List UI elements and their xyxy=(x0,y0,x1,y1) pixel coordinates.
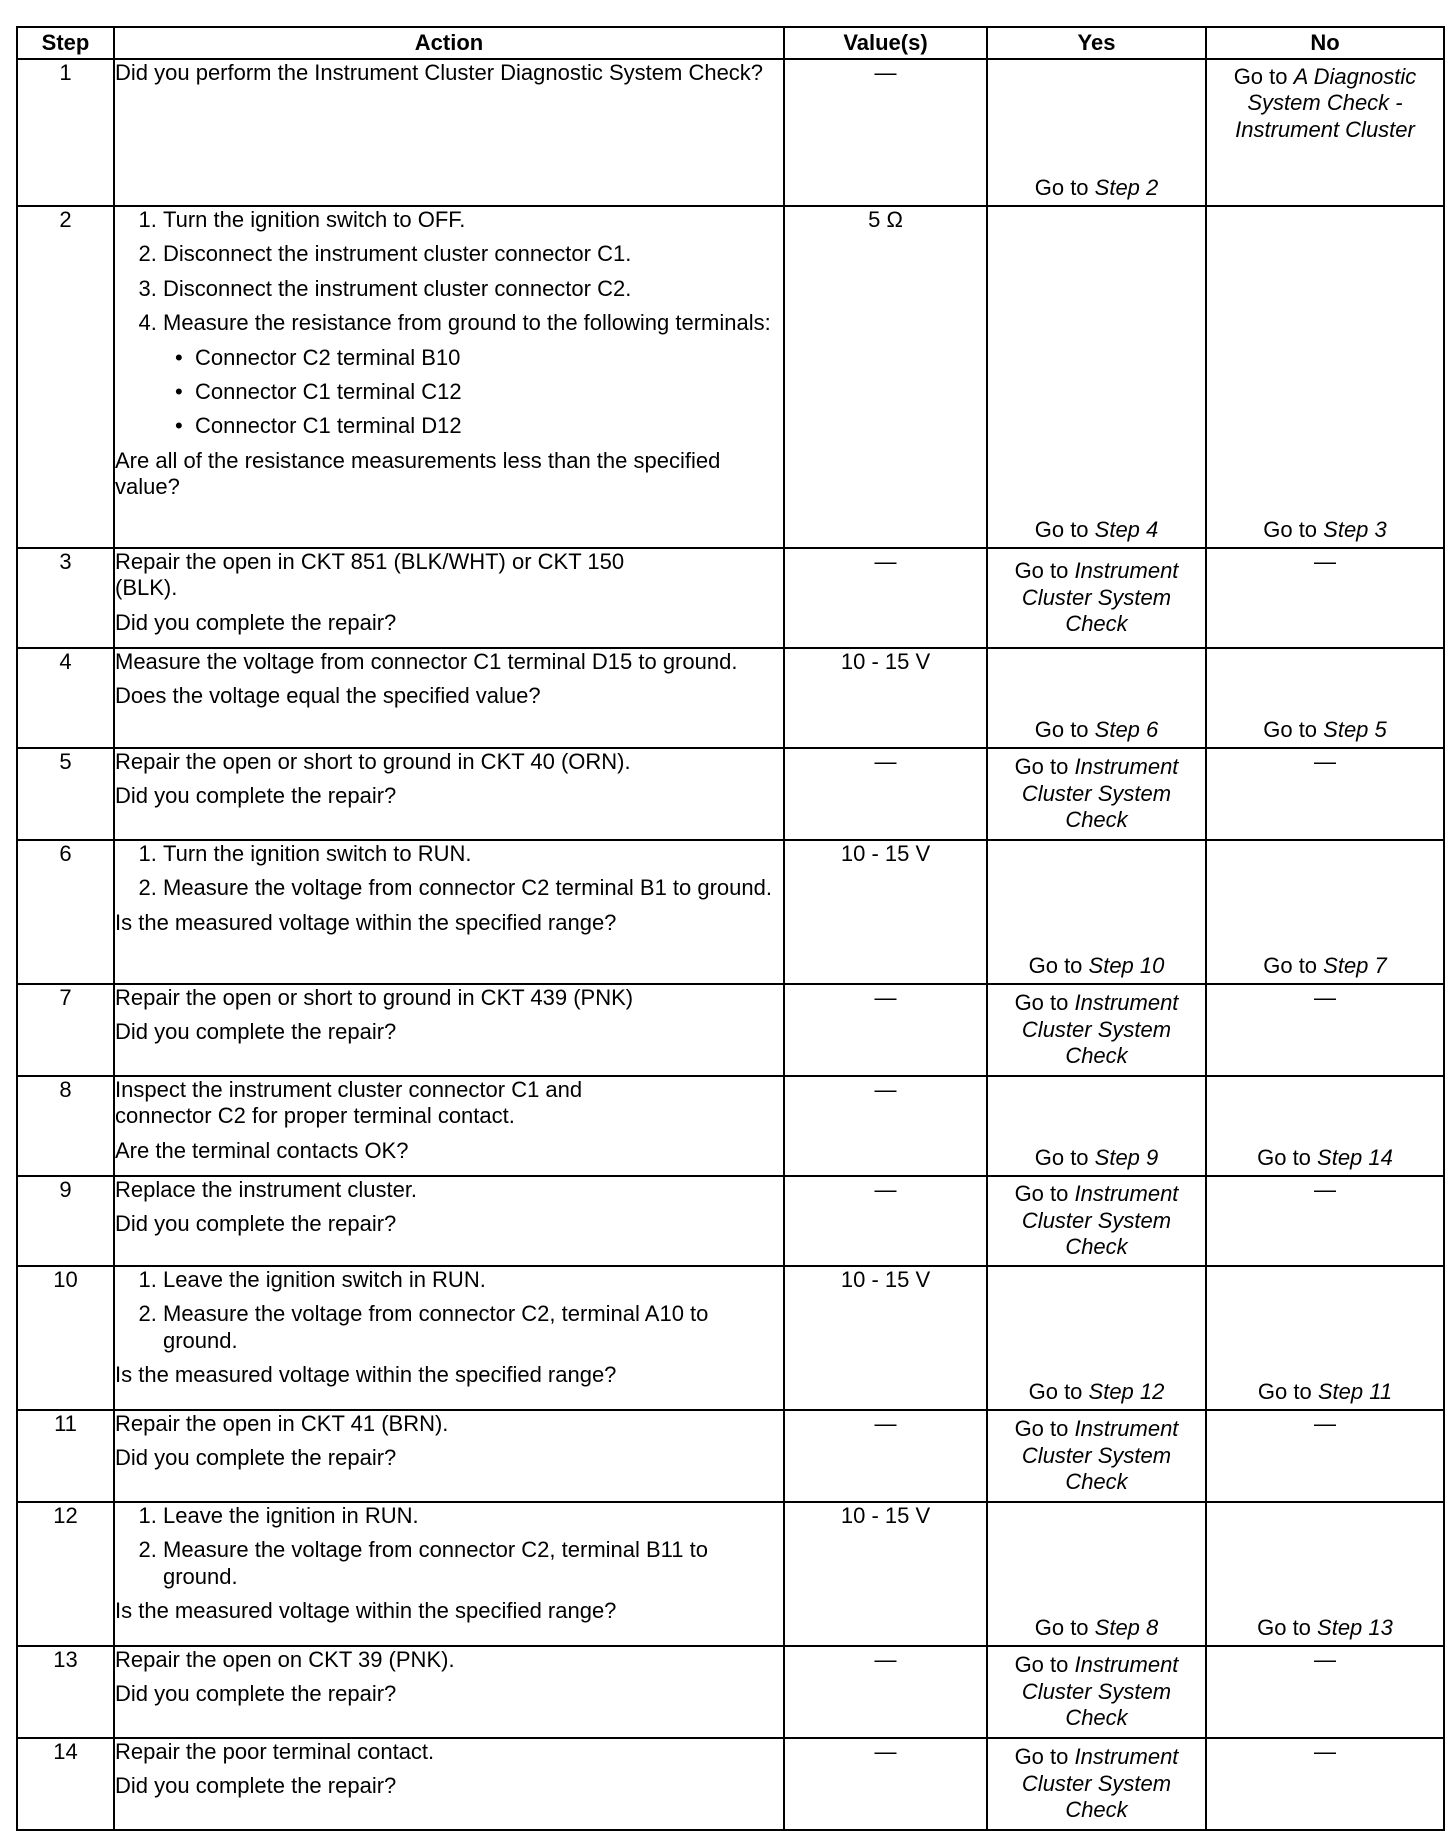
value-cell: — xyxy=(784,1738,987,1830)
step-number: 9 xyxy=(17,1176,114,1266)
yes-cell xyxy=(987,1502,1206,1646)
action-cell xyxy=(114,748,784,840)
step-number: 4 xyxy=(17,648,114,748)
step-number: 10 xyxy=(17,1266,114,1410)
step-number: 3 xyxy=(17,548,114,648)
yes-link: Step 6 xyxy=(1094,716,1159,742)
yes-link: Step 10 xyxy=(1088,952,1165,978)
step-number: 1 xyxy=(17,59,114,206)
instruction-item: 1. Leave the ignition in RUN. xyxy=(163,1503,783,1529)
action-cell xyxy=(114,206,784,548)
yes-link: Step 12 xyxy=(1088,1378,1165,1404)
table-row xyxy=(17,1176,1444,1266)
action-question: Is the measured voltage within the specified range? xyxy=(115,1598,617,1624)
terminal-item: • Connector C1 terminal D12 xyxy=(195,413,783,439)
yes-prefix: Go to xyxy=(1034,716,1095,742)
instruction-item: 2. Measure the voltage from connector C2 terminal B1 to ground. xyxy=(163,875,783,901)
action-cell xyxy=(114,1646,784,1738)
no-cell xyxy=(1206,840,1444,984)
yes-cell xyxy=(987,648,1206,748)
table-row xyxy=(17,840,1444,984)
instruction-list xyxy=(115,841,783,902)
action-cell xyxy=(114,984,784,1076)
yes-cell xyxy=(987,1176,1206,1266)
action-cell xyxy=(114,548,784,648)
instruction-item: 2. Measure the voltage from connector C2, terminal B11 to ground. xyxy=(163,1537,783,1590)
yes-cell xyxy=(987,1410,1206,1502)
no-cell: — xyxy=(1206,548,1444,648)
no-cell: — xyxy=(1206,984,1444,1076)
table-row xyxy=(17,206,1444,548)
yes-link: Step 2 xyxy=(1094,174,1159,200)
value-cell: 10 - 15 V xyxy=(784,648,987,748)
no-link: Step 11 xyxy=(1317,1378,1393,1404)
step-number: 13 xyxy=(17,1646,114,1738)
action-question: Are the terminal contacts OK? xyxy=(115,1137,409,1163)
action-question: Did you complete the repair? xyxy=(115,1681,397,1707)
yes-link: Step 8 xyxy=(1094,1614,1159,1640)
no-prefix: Go to xyxy=(1257,1144,1318,1170)
header-values: Value(s) xyxy=(784,27,987,59)
action-question: Did you perform the Instrument Cluster Diagnostic System Check? xyxy=(115,60,764,85)
yes-link: Instrument Cluster System Check xyxy=(1021,1652,1179,1731)
no-cell xyxy=(1206,1502,1444,1646)
action-text: Repair the poor terminal contact. xyxy=(115,1739,435,1764)
yes-prefix: Go to xyxy=(1014,1181,1075,1207)
yes-link: Step 4 xyxy=(1094,516,1159,542)
header-no: No xyxy=(1206,27,1444,59)
yes-link: Instrument Cluster System Check xyxy=(1021,754,1179,833)
yes-link: Instrument Cluster System Check xyxy=(1021,1416,1179,1495)
yes-cell xyxy=(987,840,1206,984)
value-cell: — xyxy=(784,1646,987,1738)
action-text: Repair the open in CKT 851 (BLK/WHT) or CKT 150 (BLK). xyxy=(115,549,625,601)
terminal-item: • Connector C1 terminal C12 xyxy=(195,379,783,405)
action-question: Did you complete the repair? xyxy=(115,1211,397,1237)
value-cell: 10 - 15 V xyxy=(784,840,987,984)
step-number: 7 xyxy=(17,984,114,1076)
action-text: Repair the open on CKT 39 (PNK). xyxy=(115,1647,455,1672)
yes-cell xyxy=(987,206,1206,548)
table-row xyxy=(17,984,1444,1076)
yes-cell xyxy=(987,59,1206,206)
action-question: Did you complete the repair? xyxy=(115,1773,397,1799)
yes-link: Instrument Cluster System Check xyxy=(1021,990,1179,1069)
step-number: 5 xyxy=(17,748,114,840)
instruction-item: 1. Leave the ignition switch in RUN. xyxy=(163,1267,783,1293)
action-text: Measure the voltage from connector C1 terminal D15 to ground. xyxy=(115,649,738,674)
yes-prefix: Go to xyxy=(1014,754,1075,780)
header-action: Action xyxy=(114,27,784,59)
header-row xyxy=(17,27,1444,59)
value-cell: — xyxy=(784,1410,987,1502)
table-row xyxy=(17,648,1444,748)
step-number: 6 xyxy=(17,840,114,984)
value-cell: 10 - 15 V xyxy=(784,1266,987,1410)
action-cell xyxy=(114,1410,784,1502)
instruction-item: 2. Measure the voltage from connector C2, terminal A10 to ground. xyxy=(163,1301,783,1354)
yes-cell xyxy=(987,1738,1206,1830)
table-row xyxy=(17,1076,1444,1176)
instruction-item: 2. Disconnect the instrument cluster connector C1. xyxy=(163,241,783,267)
action-question: Did you complete the repair? xyxy=(115,1019,397,1045)
yes-link: Instrument Cluster System Check xyxy=(1021,1744,1179,1823)
header-step: Step xyxy=(17,27,114,59)
yes-prefix: Go to xyxy=(1014,558,1075,584)
no-link: Step 13 xyxy=(1317,1614,1393,1640)
yes-prefix: Go to xyxy=(1014,1652,1075,1678)
yes-cell xyxy=(987,748,1206,840)
action-question: Did you complete the repair? xyxy=(115,1445,397,1471)
table-row xyxy=(17,1738,1444,1830)
table-row xyxy=(17,1502,1444,1646)
action-cell xyxy=(114,1266,784,1410)
yes-link: Instrument Cluster System Check xyxy=(1021,1181,1179,1260)
yes-link: Step 9 xyxy=(1094,1144,1159,1170)
action-cell xyxy=(114,1502,784,1646)
value-cell: — xyxy=(784,748,987,840)
instruction-item: 1. Turn the ignition switch to RUN. xyxy=(163,841,783,867)
yes-prefix: Go to xyxy=(1034,174,1095,200)
no-cell: — xyxy=(1206,1646,1444,1738)
action-text: Repair the open in CKT 41 (BRN). xyxy=(115,1411,449,1436)
yes-cell xyxy=(987,1646,1206,1738)
yes-prefix: Go to xyxy=(1014,1416,1075,1442)
table-row xyxy=(17,1646,1444,1738)
no-prefix: Go to xyxy=(1257,1378,1318,1404)
instruction-item: 3. Disconnect the instrument cluster connector C2. xyxy=(163,276,783,302)
no-cell xyxy=(1206,59,1444,206)
no-link: Step 7 xyxy=(1323,952,1387,978)
no-link: Step 14 xyxy=(1317,1144,1393,1170)
no-prefix: Go to xyxy=(1257,1614,1318,1640)
instruction-item xyxy=(163,310,783,440)
no-link: A Diagnostic System Check - Instrument Cluster xyxy=(1235,64,1417,142)
no-link: Step 3 xyxy=(1323,516,1387,542)
value-cell: — xyxy=(784,984,987,1076)
action-question: Is the measured voltage within the specified range? xyxy=(115,1362,617,1388)
value-cell: — xyxy=(784,548,987,648)
no-prefix: Go to xyxy=(1233,64,1294,89)
table-row xyxy=(17,59,1444,206)
action-question: Is the measured voltage within the specified range? xyxy=(115,909,617,935)
table-row xyxy=(17,748,1444,840)
instruction-item: 1. Turn the ignition switch to OFF. xyxy=(163,207,783,233)
yes-prefix: Go to xyxy=(1028,952,1089,978)
action-cell xyxy=(114,648,784,748)
yes-prefix: Go to xyxy=(1014,990,1075,1016)
action-text: Repair the open or short to ground in CKT 439 (PNK) xyxy=(115,985,634,1010)
step-number: 12 xyxy=(17,1502,114,1646)
action-cell xyxy=(114,1738,784,1830)
action-text: Repair the open or short to ground in CKT 40 (ORN). xyxy=(115,749,631,774)
yes-cell xyxy=(987,984,1206,1076)
value-cell: 5 Ω xyxy=(784,206,987,548)
no-prefix: Go to xyxy=(1263,952,1324,978)
value-cell: — xyxy=(784,1176,987,1266)
action-cell xyxy=(114,1076,784,1176)
no-prefix: Go to xyxy=(1263,716,1324,742)
no-cell: — xyxy=(1206,1738,1444,1830)
action-text: Replace the instrument cluster. xyxy=(115,1177,418,1202)
table-row xyxy=(17,1410,1444,1502)
diagnostic-table xyxy=(16,26,1445,1831)
action-question: Does the voltage equal the specified value? xyxy=(115,683,541,709)
terminal-item: • Connector C2 terminal B10 xyxy=(195,345,783,371)
no-prefix: Go to xyxy=(1263,516,1324,542)
table-row xyxy=(17,1266,1444,1410)
header-yes: Yes xyxy=(987,27,1206,59)
terminal-list xyxy=(163,345,783,440)
action-cell xyxy=(114,59,784,206)
step-number: 8 xyxy=(17,1076,114,1176)
value-cell: 10 - 15 V xyxy=(784,1502,987,1646)
no-cell: — xyxy=(1206,1176,1444,1266)
yes-prefix: Go to xyxy=(1034,1144,1095,1170)
instruction-list xyxy=(115,207,783,440)
action-text: Inspect the instrument cluster connector C1 and connector C2 for proper terminal contact. xyxy=(115,1077,583,1129)
yes-prefix: Go to xyxy=(1014,1744,1075,1770)
instruction-list xyxy=(115,1503,783,1590)
action-question: Did you complete the repair? xyxy=(115,609,397,635)
value-cell: — xyxy=(784,59,987,206)
step-number: 2 xyxy=(17,206,114,548)
no-cell: — xyxy=(1206,748,1444,840)
no-cell xyxy=(1206,206,1444,548)
no-cell xyxy=(1206,648,1444,748)
instruction-list xyxy=(115,1267,783,1354)
yes-prefix: Go to xyxy=(1028,1378,1089,1404)
yes-prefix: Go to xyxy=(1034,1614,1095,1640)
action-question: Are all of the resistance measurements less than the specified value? xyxy=(115,447,721,500)
no-cell xyxy=(1206,1076,1444,1176)
no-cell: — xyxy=(1206,1410,1444,1502)
yes-cell xyxy=(987,1266,1206,1410)
instruction-text: Measure the resistance from ground to the following terminals: xyxy=(163,310,771,336)
action-cell xyxy=(114,1176,784,1266)
yes-link: Instrument Cluster System Check xyxy=(1021,558,1179,637)
yes-cell xyxy=(987,1076,1206,1176)
no-cell xyxy=(1206,1266,1444,1410)
value-cell: — xyxy=(784,1076,987,1176)
step-number: 14 xyxy=(17,1738,114,1830)
step-number: 11 xyxy=(17,1410,114,1502)
yes-cell xyxy=(987,548,1206,648)
action-question: Did you complete the repair? xyxy=(115,783,397,809)
yes-prefix: Go to xyxy=(1034,516,1095,542)
table-row xyxy=(17,548,1444,648)
action-cell xyxy=(114,840,784,984)
no-link: Step 5 xyxy=(1323,716,1387,742)
